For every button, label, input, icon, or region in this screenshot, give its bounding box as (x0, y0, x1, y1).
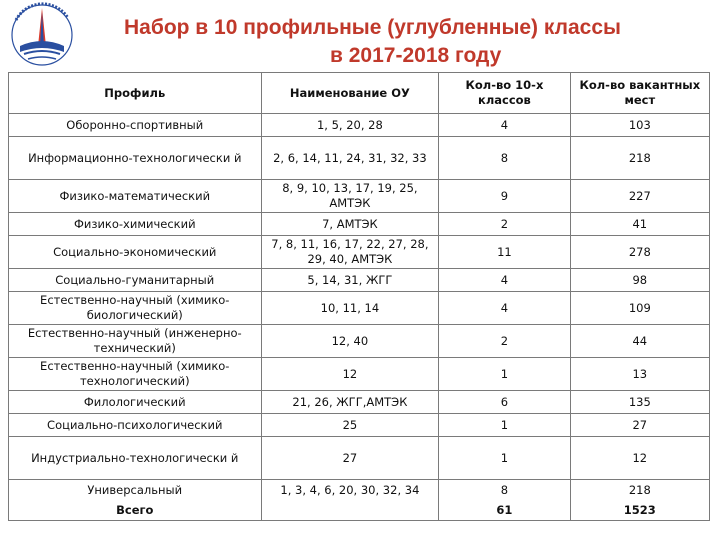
table-row (9, 292, 710, 325)
title-line-1: Набор в 10 профильные (углубленные) классы (124, 16, 621, 39)
cell-vacancies: 41 (570, 213, 709, 236)
cell-classes: 1 (439, 414, 570, 437)
cell-profile: Информационно-технологически й (9, 137, 262, 180)
cell-classes: 9 (439, 180, 570, 213)
cell-school: 7, 8, 11, 16, 17, 22, 27, 28, 29, 40, АМТЭК (261, 236, 439, 269)
cell-classes: 2 (439, 213, 570, 236)
cell-school: 5, 14, 31, ЖГГ (261, 269, 439, 292)
table-row (9, 391, 710, 414)
cell-classes: 4 (439, 269, 570, 292)
header-vacancies: Кол-во вакантных мест (570, 73, 709, 114)
cell-profile: Социально-психологический (9, 414, 262, 437)
table-row (9, 269, 710, 292)
total-label: Всего (9, 500, 262, 521)
cell-school: 12 (261, 358, 439, 391)
cell-vacancies: 227 (570, 180, 709, 213)
cell-school: 8, 9, 10, 13, 17, 19, 25, АМТЭК (261, 180, 439, 213)
cell-classes: 2 (439, 325, 570, 358)
table-row (9, 325, 710, 358)
total-school (261, 500, 439, 521)
cell-classes: 1 (439, 437, 570, 480)
cell-profile: Универсальный (9, 480, 262, 501)
table-row (9, 358, 710, 391)
table-total-row (9, 500, 710, 521)
header-classes: Кол-во 10-х классов (439, 73, 570, 114)
cell-classes: 8 (439, 480, 570, 501)
cell-vacancies: 135 (570, 391, 709, 414)
header-profile: Профиль (9, 73, 262, 114)
cell-vacancies: 12 (570, 437, 709, 480)
cell-profile: Филологический (9, 391, 262, 414)
cell-school: 1, 3, 4, 6, 20, 30, 32, 34 (261, 480, 439, 501)
cell-school: 21, 26, ЖГГ,АМТЭК (261, 391, 439, 414)
cell-classes: 11 (439, 236, 570, 269)
cell-profile: Физико-математический (9, 180, 262, 213)
title-line-2: в 2017-2018 году (330, 44, 502, 67)
total-vacancies: 1523 (570, 500, 709, 521)
cell-vacancies: 278 (570, 236, 709, 269)
header-school: Наименование ОУ (261, 73, 439, 114)
total-classes: 61 (439, 500, 570, 521)
cell-school: 2, 6, 14, 11, 24, 31, 32, 33 (261, 137, 439, 180)
cell-school: 7, АМТЭК (261, 213, 439, 236)
profile-classes-table (8, 72, 710, 521)
cell-vacancies: 218 (570, 137, 709, 180)
page-title (96, 14, 676, 70)
cell-vacancies: 27 (570, 414, 709, 437)
cell-classes: 6 (439, 391, 570, 414)
cell-profile: Физико-химический (9, 213, 262, 236)
cell-classes: 4 (439, 114, 570, 137)
cell-profile: Естественно-научный (инженерно-технический) (9, 325, 262, 358)
table-row (9, 414, 710, 437)
cell-profile: Индустриально-технологически й (9, 437, 262, 480)
cell-vacancies: 44 (570, 325, 709, 358)
cell-vacancies: 13 (570, 358, 709, 391)
cell-vacancies: 98 (570, 269, 709, 292)
table-row (9, 180, 710, 213)
cell-vacancies: 109 (570, 292, 709, 325)
cell-classes: 1 (439, 358, 570, 391)
cell-profile: Социально-экономический (9, 236, 262, 269)
table-header-row (9, 73, 710, 114)
cell-classes: 4 (439, 292, 570, 325)
table-row (9, 114, 710, 137)
cell-school: 25 (261, 414, 439, 437)
cell-school: 27 (261, 437, 439, 480)
cell-school: 10, 11, 14 (261, 292, 439, 325)
table-row (9, 437, 710, 480)
table-row (9, 236, 710, 269)
cell-profile: Социально-гуманитарный (9, 269, 262, 292)
cell-profile: Оборонно-спортивный (9, 114, 262, 137)
cell-school: 1, 5, 20, 28 (261, 114, 439, 137)
cell-profile: Естественно-научный (химико-биологический) (9, 292, 262, 325)
cell-profile: Естественно-научный (химико-технологический) (9, 358, 262, 391)
cell-vacancies: 218 (570, 480, 709, 501)
table-row (9, 480, 710, 501)
cell-school: 12, 40 (261, 325, 439, 358)
school-emblem-icon (4, 2, 82, 68)
cell-classes: 8 (439, 137, 570, 180)
table-row (9, 137, 710, 180)
table-row (9, 213, 710, 236)
cell-vacancies: 103 (570, 114, 709, 137)
